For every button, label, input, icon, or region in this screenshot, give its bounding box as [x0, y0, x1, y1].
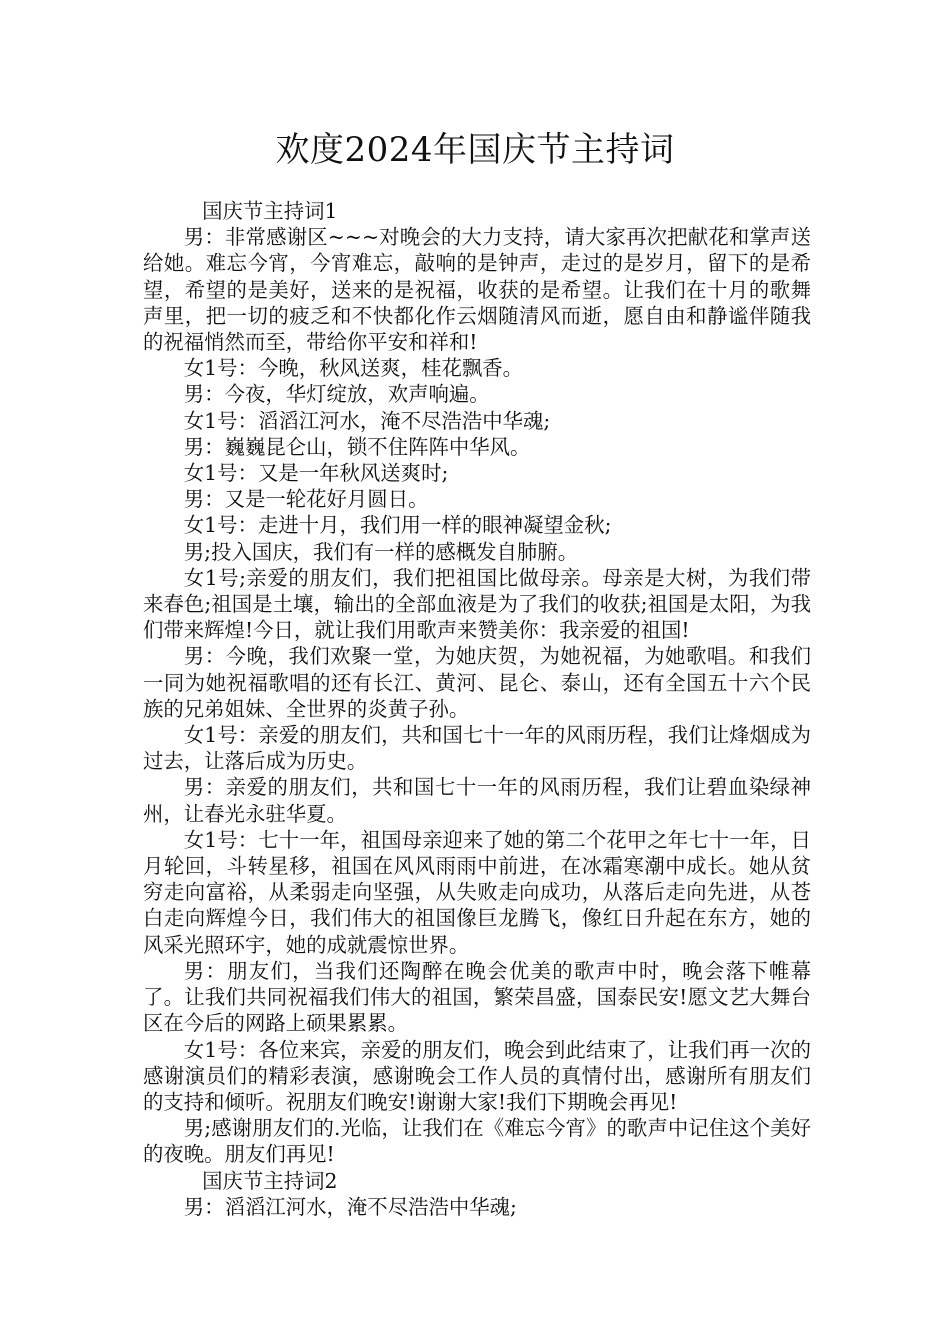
paragraph: 女1号：走进十月，我们用一样的眼神凝望金秋;	[183, 513, 612, 538]
paragraph: 男：滔滔江河水，淹不尽浩浩中华魂;	[183, 1194, 517, 1219]
paragraph: 男：又是一轮花好月圆日。	[183, 487, 429, 512]
paragraph: 女1号：亲爱的朋友们，共和国七十一年的风雨历程，我们让烽烟成为过去，让落后成为历史。	[143, 723, 811, 774]
paragraph: 女1号：各位来宾，亲爱的朋友们，晚会到此结束了，让我们再一次的感谢演员们的精彩表演，感谢晚会工作人员的真情付出，感谢所有朋友们的支持和倾听。祝朋友们晚安!谢谢大家!我们下期晚会再见!	[143, 1037, 811, 1114]
section-heading: 国庆节主持词1	[202, 199, 338, 223]
paragraph: 女1号：滔滔江河水，淹不尽浩浩中华魂;	[183, 408, 551, 433]
paragraph: 女1号：又是一年秋风送爽时;	[183, 461, 449, 486]
paragraph: 男;感谢朋友们的.光临，让我们在《难忘今宵》的歌声中记住这个美好的夜晚。朋友们再见!	[143, 1116, 811, 1167]
document-title: 欢度2024年国庆节主持词	[275, 130, 675, 170]
paragraph: 女1号：七十一年，祖国母亲迎来了她的第二个花甲之年七十一年，日月轮回，斗转星移，祖国在风风雨雨中前进，在冰霜寒潮中成长。她从贫穷走向富裕，从柔弱走向坚强，从失败走向成功，从落后走向先进，从苍白走向辉煌今日，我们伟大的祖国像巨龙腾飞，像红日升起在东方，她的风采光照环宇，她的成就震惊世界。	[143, 827, 811, 957]
section-heading: 国庆节主持词2	[202, 1168, 338, 1193]
paragraph: 女1号;亲爱的朋友们，我们把祖国比做母亲。母亲是大树，为我们带来春色;祖国是土壤，输出的全部血液是为了我们的收获;祖国是太阳，为我们带来辉煌!今日，就让我们用歌声来赞美你：我亲爱的祖国!	[143, 565, 811, 643]
paragraph: 女1号：今晚，秋风送爽，桂花飘香。	[183, 356, 524, 381]
paragraph: 男：朋友们，当我们还陶醉在晚会优美的歌声中时，晚会落下帷幕了。让我们共同祝福我们伟大的祖国，繁荣昌盛，国泰民安!愿文艺大舞台区在今后的网路上硕果累累。	[143, 958, 811, 1036]
paragraph: 男：非常感谢区~~~对晚会的大力支持，请大家再次把献花和掌声送给她。难忘今宵，今宵难忘，敲响的是钟声，走过的是岁月，留下的是希望，希望的是美好，送来的是祝福，收获的是希望。让我们在十月的歌舞声里，把一切的疲乏和不快都化作云烟随清风而逝，愿自由和静谧伴随我的祝福悄然而至，带给你平安和祥和!	[143, 225, 811, 355]
document-body	[143, 198, 811, 1220]
paragraph: 男;投入国庆，我们有一样的感概发自肺腑。	[183, 539, 579, 564]
paragraph: 男：今夜，华灯绽放，欢声响遍。	[183, 382, 490, 407]
paragraph: 男：今晚，我们欢聚一堂，为她庆贺，为她祝福，为她歌唱。和我们一同为她祝福歌唱的还有长江、黄河、昆仑、泰山，还有全国五十六个民族的兄弟姐妹、全世界的炎黄子孙。	[143, 644, 811, 721]
paragraph: 男：亲爱的朋友们，共和国七十一年的风雨历程，我们让碧血染绿神州，让春光永驻华夏。	[143, 775, 811, 826]
paragraph: 男：巍巍昆仑山，锁不住阵阵中华风。	[183, 434, 531, 459]
